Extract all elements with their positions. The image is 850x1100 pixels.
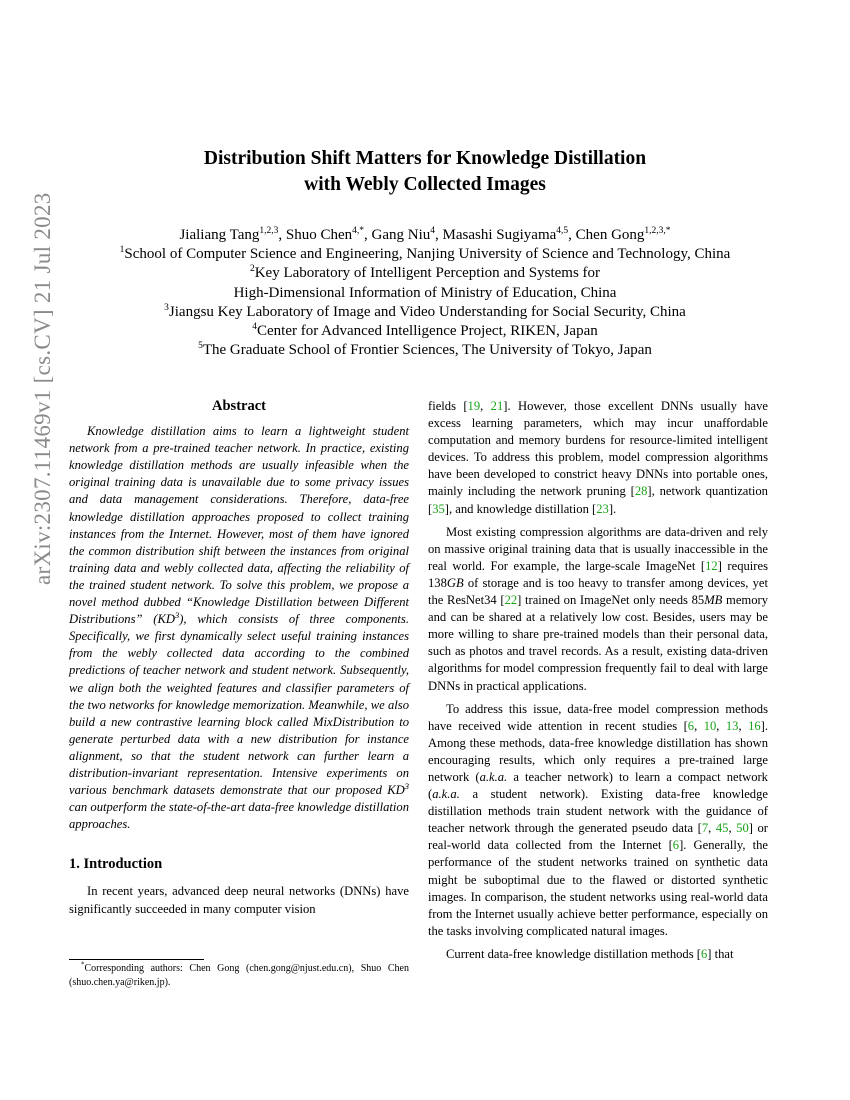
affiliation-text: School of Computer Science and Engineering, Nanjing University of Science and Technology, China <box>124 246 731 263</box>
abstract-text: ), which consists of three components. Specifically, we first dynamically select useful training instances from the webly collected data according to the combined predictions of teacher network and student network. Subsequently, we align both the weighted features and classifier parameters of the two networks for knowledge memorization. Meanwhile, we also build a new contrastive learning block called MixDistribution to generate perturbed data with a new distribution for instance alignment, so that the student network can further learn a distribution-invariant representation. Intensive experiments on various benchmark datasets demonstrate that our proposed KD <box>69 612 409 798</box>
citation-link[interactable]: 21 <box>490 399 504 413</box>
citation-link[interactable]: 35 <box>432 501 445 516</box>
body-paragraph: In recent years, advanced deep neural networks (DNNs) have significantly succeeded in many computer vision <box>69 884 409 916</box>
affiliation-text: Center for Advanced Intelligence Project, RIKEN, Japan <box>257 323 598 340</box>
affiliation-text: High-Dimensional Information of Ministry of Education, China <box>233 284 617 301</box>
citation-link[interactable]: 12 <box>705 558 718 573</box>
author-affiliation-mark: 4,* <box>352 226 365 236</box>
body-paragraph: To address this issue, data-free model compression methods have received wide attention in recent studies [6, 10, 13, 16]. Among these methods, data-free knowledge distillation has shown encouraging results, which only requires a pre-trained large network (a.k.a. a teacher network) to learn a compact network (a.k.a. a student network). Existing data-free knowledge distillation methods train student network with the guidance of teacher network through the generated pseudo data [7, 45, 50] or real-world data collected from the Internet [6]. Generally, the performance of the student networks trained on synthetic data might be suboptimal due to the flawed or distorted synthetic images. In comparison, the student networks using real-world data from the Internet usually achieve better performance, especially on the tasks involving complicated natural images. <box>428 701 768 938</box>
affiliation-number: 4 <box>252 322 258 333</box>
author-affiliation-mark: 4,5 <box>556 226 569 236</box>
author-name: Shuo Chen <box>285 227 353 243</box>
citation-link[interactable]: 19 <box>467 399 481 413</box>
citation-link[interactable]: 23 <box>596 501 609 516</box>
footnote-divider <box>69 959 204 960</box>
author-name: Jialiang Tang <box>179 227 260 243</box>
citation-link[interactable]: 13 <box>725 718 739 733</box>
citation-link[interactable]: 6 <box>687 718 695 733</box>
right-column <box>428 398 768 969</box>
affiliation-number: 3 <box>164 302 169 313</box>
affiliation-line <box>0 284 850 303</box>
citation-link[interactable]: 6 <box>672 838 680 853</box>
citation-link[interactable]: 28 <box>634 484 648 499</box>
affiliation-line <box>0 341 850 360</box>
affiliation-number: 5 <box>198 341 203 352</box>
affiliation-text: Key Laboratory of Intelligent Perception and Systems for <box>254 265 601 282</box>
title-line-1: Distribution Shift Matters for Knowledge Distillation <box>203 148 647 169</box>
arxiv-identifier-stamp: arXiv:2307.11469v1 [cs.CV] 21 Jul 2023 <box>30 192 55 585</box>
footnote-text: Corresponding authors: Chen Gong (chen.gong@njust.edu.cn), Shuo Chen (shuo.chen.ya@riken.jp). <box>69 963 409 988</box>
body-paragraph: Most existing compression algorithms are data-driven and rely on massive original training data that is usually inaccessible in the real world. For example, the large-scale ImageNet [12] requires 138GB of storage and is too heavy to transfer among devices, yet the ResNet34 [22] trained on ImageNet only needs 85MB memory and can be shared at a relatively low cost. Besides, users may be more willing to share pre-trained models than their personal data, such as photos and travel records. As a result, existing data-driven algorithms for model compression frequently fail to deal with large DNNs in practical applications. <box>428 524 769 693</box>
abstract-body <box>69 423 409 833</box>
body-paragraph: fields [19, 21]. However, those excellent DNNs usually have excess learning parameters, which may incur unaffordable computation and memory burdens for resource-limited intelligent devices. To address this problem, model compression algorithms have been developed to constrict heavy DNNs into portable ones, mainly including the network pruning [28], network quantization [35], and knowledge distillation [23]. <box>428 399 769 516</box>
footnote-mark: * <box>81 960 85 969</box>
citation-link[interactable]: 22 <box>504 593 518 608</box>
author-affiliation-mark: 4 <box>430 226 436 236</box>
left-column <box>69 398 409 924</box>
author-name: Chen Gong <box>575 227 645 243</box>
title-line-2: with Webly Collected Images <box>304 174 546 195</box>
abstract-text: can outperform the state-of-the-art data-free knowledge distillation approaches. <box>69 800 409 832</box>
citation-link[interactable]: 10 <box>703 718 717 733</box>
affiliation-text: Jiangsu Key Laboratory of Image and Video Understanding for Social Security, China <box>168 303 686 320</box>
affiliation-text: The Graduate School of Frontier Sciences, The University of Tokyo, Japan <box>202 342 652 359</box>
footnote <box>69 962 409 989</box>
affiliation-line <box>0 322 850 341</box>
affiliation-line <box>0 245 850 264</box>
body-paragraph: Current data-free knowledge distillation methods [6] that <box>446 946 734 961</box>
introduction-body <box>69 883 409 917</box>
affiliation-line <box>0 303 850 322</box>
affiliation-line <box>0 264 850 283</box>
citation-link[interactable]: 7 <box>701 821 709 836</box>
author-list: Jialiang Tang$^{1,2,3}$, Shuo Chen$^{4,*}$, Gang Niu$^4$, Masashi Sugiyama$^{4,5}$, Chen Gong$^{1,2,3,*}$ <box>179 226 671 243</box>
author-name: Gang Niu <box>371 227 431 243</box>
citation-link[interactable]: 6 <box>700 946 708 961</box>
citation-link[interactable]: 16 <box>748 718 761 733</box>
citation-link[interactable]: 50 <box>736 821 749 836</box>
author-affiliation-mark: 1,2,3,* <box>644 226 671 236</box>
abstract-paragraph <box>69 423 409 833</box>
affiliation-number: 2 <box>249 264 255 275</box>
section-heading-introduction: 1. Introduction <box>69 856 163 873</box>
italic-term: GB <box>446 575 464 590</box>
affiliation-number: 1 <box>119 245 125 256</box>
abstract-heading: Abstract <box>212 398 266 414</box>
italic-term: a.k.a. <box>479 769 508 784</box>
author-affiliation-mark: 1,2,3 <box>259 226 279 236</box>
abstract-text: Knowledge distillation aims to learn a lightweight student network from a pre-trained teacher network. In practice, existing knowledge distillation methods are usually infeasible when the original training data is unavailable due to some privacy issues and data management considerations. Therefore, data-free knowledge distillation approaches proposed to collect training instances from the Internet. However, most of them have ignored the common distribution shift between the instances from original training data and webly collected data, affecting the reliability of the trained student network. To solve this problem, we propose a novel method dubbed “Knowledge Distillation between Different Distributions” (KD <box>69 424 409 627</box>
superscript: 3 <box>404 780 409 791</box>
author-block <box>0 226 850 360</box>
italic-term: a.k.a. <box>432 787 460 802</box>
superscript: 3 <box>174 609 180 620</box>
paper-title <box>0 146 850 198</box>
citation-link[interactable]: 45 <box>715 821 729 836</box>
italic-term: MB <box>704 593 723 608</box>
author-name: Masashi Sugiyama <box>442 227 557 243</box>
